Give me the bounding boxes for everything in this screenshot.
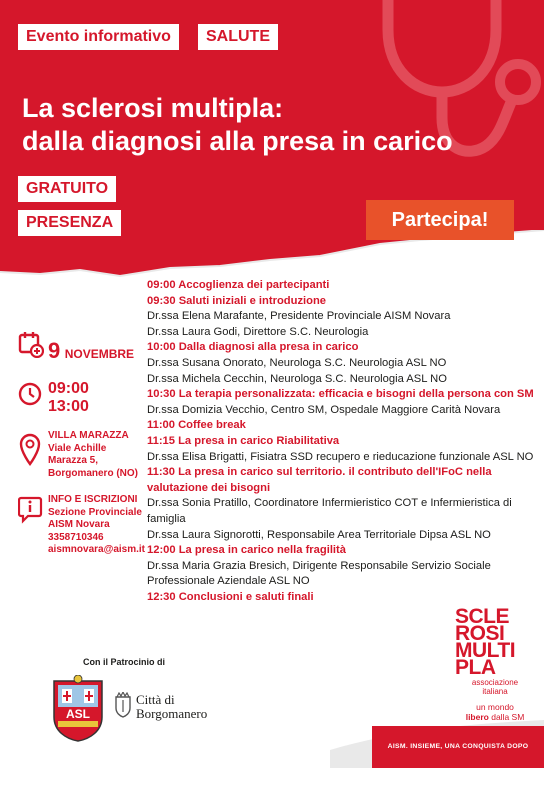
aism-logo-text (455, 605, 535, 679)
program-speaker: Dr.ssa Sonia Pratillo, Coordinatore Infermieristico COT e Infermieristica di famiglia (147, 497, 512, 525)
aism-tagline-free: libero (465, 712, 489, 722)
program-session-title: 12:30 Conclusioni e saluti finali (147, 590, 314, 603)
aism-assoc-line-2: italiana (482, 687, 508, 696)
program-session-title: 10:00 Dalla diagnosi alla presa in carico (147, 341, 359, 354)
tag-topic: SALUTE (198, 24, 278, 50)
program-session-title: 11:00 Coffee break (147, 419, 246, 432)
event-month: NOVEMBRE (64, 347, 135, 361)
contact-line-2: AISM Novara (48, 519, 110, 531)
badge-free: GRATUITO (18, 176, 116, 202)
aism-tagline-rest: dalla SM (488, 712, 525, 722)
program-speaker: Dr.ssa Michela Cecchin, Neurologa S.C. Neurologia ASL NO (147, 372, 447, 385)
info-icon (18, 494, 44, 524)
page-title (22, 92, 453, 158)
program-speaker: Dr.ssa Elisa Brigatti, Fisiatra SSD recupero e rieducazione funzionale ASL NO (147, 450, 534, 463)
program-speaker: Dr.ssa Laura Godi, Direttore S.C. Neurologia (147, 325, 369, 338)
program-session-title: 12:00 La presa in carico nella fragilità (147, 544, 346, 557)
event-date (48, 338, 134, 364)
aism-assoc-line-1: associazione (471, 678, 519, 687)
contact-phone[interactable]: 3358710346 (48, 531, 104, 543)
contact-email[interactable]: aismnovara@aism.it (48, 544, 146, 556)
aism-logo-line-2: ROSI (455, 622, 505, 645)
program-session-title: 11:15 La presa in carico Riabilitativa (147, 434, 340, 447)
event-time (48, 380, 89, 416)
aism-tagline-line-1: un mondo (476, 702, 514, 712)
venue-address-1: Viale Achille (48, 442, 107, 454)
badge-in-person: PRESENZA (18, 210, 121, 236)
city-line-2: Borgomanero (136, 706, 208, 721)
city-line-1: Città di (136, 692, 175, 707)
venue-address-2: Marazza 5, (48, 455, 99, 467)
venue (48, 430, 138, 480)
time-end: 13:00 (48, 398, 89, 415)
program-session-title: 11:30 La presa in carico sul territorio. il contributo dell'IFoC nella valutazione dei bisogni (147, 466, 492, 494)
contact-line-1: Sezione Provinciale (48, 506, 142, 518)
aism-logo-line-3: MULTI (455, 639, 516, 662)
calendar-icon (18, 330, 44, 358)
program-list (147, 278, 539, 605)
title-line-1: La sclerosi multipla: (22, 93, 284, 123)
patronage-label: Con il Patrocinio di (83, 657, 166, 667)
contact-info (48, 494, 145, 557)
time-start: 09:00 (48, 380, 89, 397)
venue-address-3: Borgomanero (NO) (48, 467, 138, 479)
program-session-title: 09:00 Accoglienza dei partecipanti (147, 279, 330, 291)
aism-logo-line-4: PLA (455, 656, 496, 679)
program-speaker: Dr.ssa Laura Signorotti, Responsabile Area Territoriale Dipsa ASL NO (147, 528, 491, 541)
participate-button[interactable]: Partecipa! (366, 200, 514, 240)
event-day: 9 (48, 338, 61, 363)
location-pin-icon (18, 432, 44, 466)
tag-event-type: Evento informativo (18, 24, 179, 50)
footer-slogan: AISM. INSIEME, UNA CONQUISTA DOPO L'ALTRA (372, 726, 544, 768)
contact-title: INFO E ISCRIZIONI (48, 494, 138, 505)
venue-name: VILLA MARAZZA (48, 430, 129, 441)
aism-logo (455, 605, 535, 722)
city-crest-icon (114, 692, 132, 723)
program-session-title: 09:30 Saluti iniziali e introduzione (147, 294, 327, 307)
program-speaker: Dr.ssa Susana Onorato, Neurologa S.C. Neurologia ASL NO (147, 356, 447, 369)
program-speaker: Dr.ssa Elena Marafante, Presidente Provinciale AISM Novara (147, 310, 451, 323)
aism-association (455, 678, 535, 696)
program-speaker: Dr.ssa Maria Grazia Bresich, Dirigente Responsabile Servizio Sociale Professionale Aziendale ASL NO (147, 559, 491, 588)
aism-tagline (455, 702, 535, 722)
city-name (136, 693, 207, 721)
asl-logo (52, 675, 104, 743)
clock-icon (18, 380, 44, 408)
program-session-title: 10:30 La terapia personalizzata: efficacia e bisogni della persona con SM (147, 388, 534, 401)
program-speaker: Dr.ssa Domizia Vecchio, Centro SM, Ospedale Maggiore Carità Novara (147, 403, 501, 416)
aism-logo-line-1: SCLE (455, 605, 510, 628)
title-line-2: dalla diagnosi alla presa in carico (22, 126, 453, 156)
asl-logo-text: ASL (66, 707, 90, 721)
